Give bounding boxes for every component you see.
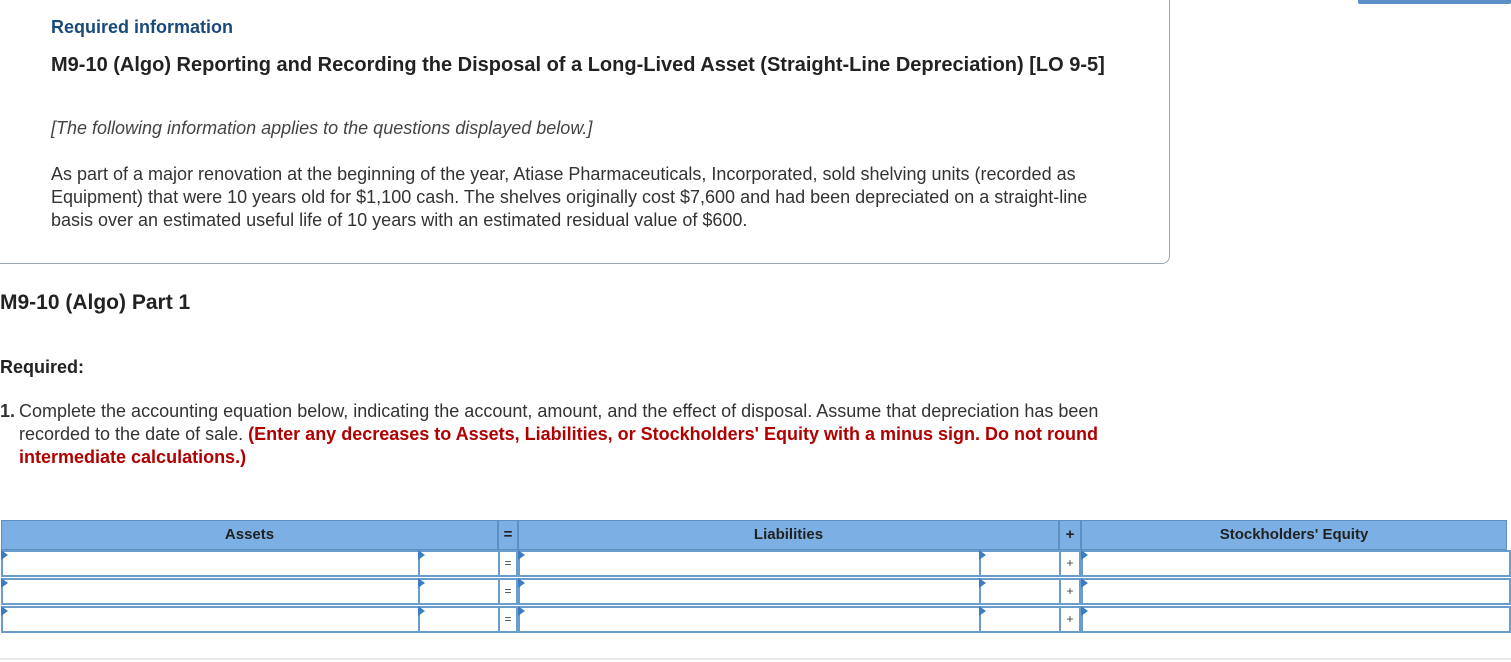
part-title: M9-10 (Algo) Part 1 [0, 291, 191, 314]
question-number: 1. [0, 401, 16, 421]
assets-account-input[interactable] [1, 606, 420, 633]
header-plus: + [1059, 520, 1081, 550]
assets-amount-input[interactable] [418, 550, 500, 577]
dropdown-indicator-icon [979, 550, 986, 560]
question-1 [0, 400, 1170, 467]
equals-sign: = [498, 550, 518, 577]
plus-sign: + [1059, 578, 1081, 605]
equity-account-input[interactable] [1081, 578, 1511, 605]
assets-amount-input[interactable] [418, 578, 500, 605]
question-body [19, 400, 1169, 469]
assets-amount-input[interactable] [418, 606, 500, 633]
plus-sign: + [1059, 550, 1081, 577]
dropdown-indicator-icon [518, 606, 525, 616]
header-equals: = [498, 520, 518, 550]
equals-sign: = [498, 578, 518, 605]
dropdown-indicator-icon [1081, 606, 1088, 616]
table-row [1, 606, 1511, 633]
dropdown-indicator-icon [418, 550, 425, 560]
liabilities-amount-input[interactable] [979, 606, 1061, 633]
required-information-heading: Required information [51, 17, 234, 37]
dropdown-indicator-icon [1, 550, 8, 560]
question-text: Complete the accounting equation below, indicating the account, amount, and the effect of disposal. Assume that depreciation has been recorded to the date of sale. [19, 401, 1099, 444]
question-hint: (Enter any decreases to Assets, Liabilities, or Stockholders' Equity with a minus sign. Do not round intermediate calculations.) [19, 424, 1098, 467]
dropdown-indicator-icon [1, 606, 8, 616]
bottom-divider [0, 658, 1511, 660]
dropdown-indicator-icon [518, 578, 525, 588]
top-accent-bar [1358, 0, 1511, 4]
dropdown-indicator-icon [1081, 578, 1088, 588]
header-assets: Assets [1, 520, 498, 550]
dropdown-indicator-icon [979, 606, 986, 616]
header-liabilities: Liabilities [518, 520, 1059, 550]
assets-account-input[interactable] [1, 578, 420, 605]
assets-account-input[interactable] [1, 550, 420, 577]
plus-sign: + [1059, 606, 1081, 633]
liabilities-account-input[interactable] [518, 606, 981, 633]
required-label: Required: [0, 357, 85, 377]
liabilities-amount-input[interactable] [979, 578, 1061, 605]
dropdown-indicator-icon [979, 578, 986, 588]
dropdown-indicator-icon [1081, 550, 1088, 560]
dropdown-indicator-icon [518, 550, 525, 560]
header-equity: Stockholders' Equity [1081, 520, 1507, 550]
liabilities-amount-input[interactable] [979, 550, 1061, 577]
dropdown-indicator-icon [1, 578, 8, 588]
table-row [1, 550, 1511, 577]
equity-account-input[interactable] [1081, 550, 1511, 577]
table-row [1, 578, 1511, 605]
equals-sign: = [498, 606, 518, 633]
table-header-row [1, 520, 1511, 550]
applies-note: [The following information applies to the questions displayed below.] [51, 118, 593, 138]
dropdown-indicator-icon [418, 578, 425, 588]
liabilities-account-input[interactable] [518, 578, 981, 605]
problem-title: M9-10 (Algo) Reporting and Recording the Disposal of a Long-Lived Asset (Straight-Line Depreciation) [LO 9-5] [51, 54, 1105, 76]
equity-account-input[interactable] [1081, 606, 1511, 633]
problem-description: As part of a major renovation at the beginning of the year, Atiase Pharmaceuticals, Incorporated, sold shelving units (recorded as Equipment) that were 10 years old for $1,100 cash. The shelves originally cost $7,600 and had been depreciated on a straight-line basis over an estimated useful life of 10 years with an estimated residual value of $600. [51, 164, 1088, 230]
dropdown-indicator-icon [418, 606, 425, 616]
liabilities-account-input[interactable] [518, 550, 981, 577]
